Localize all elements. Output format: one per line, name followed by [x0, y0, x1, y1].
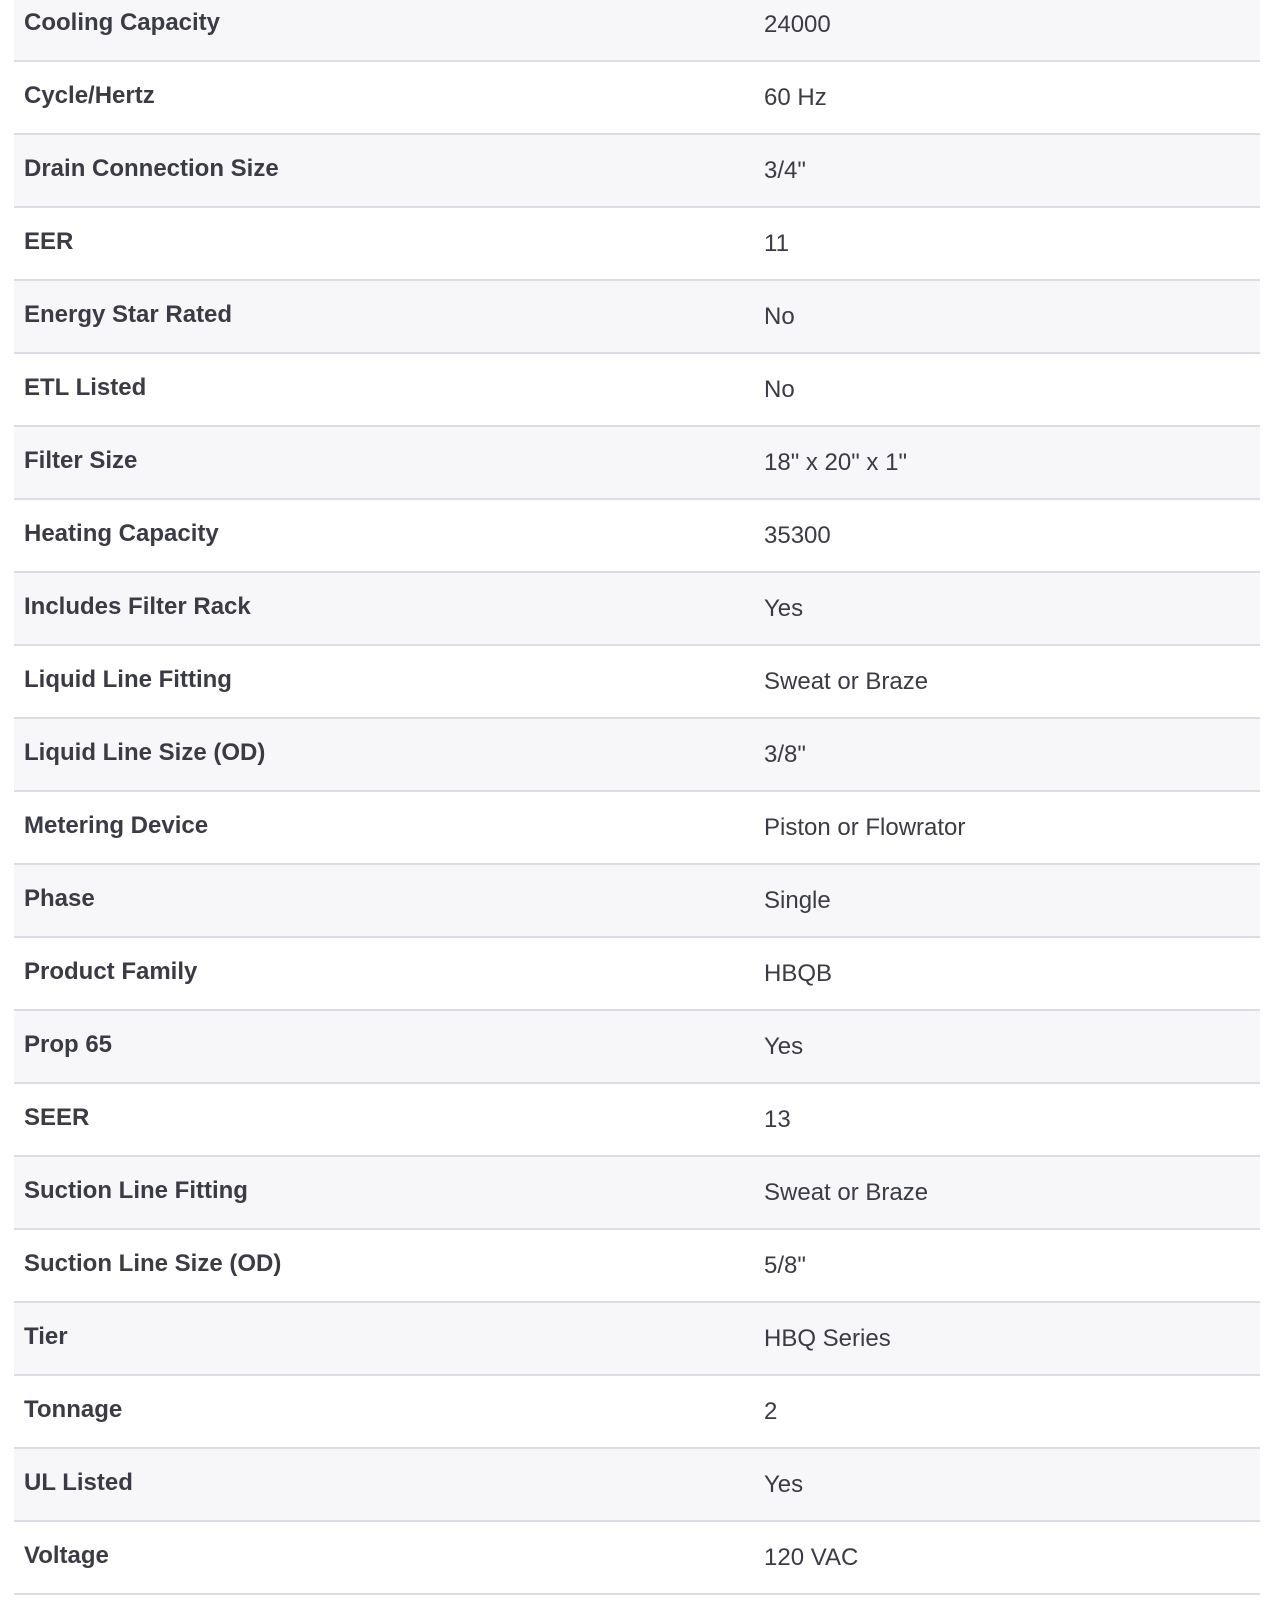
spec-name: Phase [24, 885, 95, 912]
spec-name: Cycle/Hertz [24, 82, 155, 109]
spec-row-phase [14, 865, 1260, 938]
spec-value: 3/4" [764, 157, 806, 184]
spec-row-voltage [14, 1522, 1260, 1595]
spec-value: 13 [764, 1106, 791, 1133]
spec-value: 11 [764, 230, 789, 257]
spec-value: 2 [764, 1398, 778, 1425]
spec-row-product-family [14, 938, 1260, 1011]
spec-name: Includes Filter Rack [24, 593, 251, 620]
spec-name: EER [24, 228, 74, 255]
spec-row-etl-listed [14, 354, 1260, 427]
spec-value: 5/8" [764, 1252, 806, 1279]
spec-value: 3/8" [764, 741, 806, 768]
spec-row-ul-listed [14, 1449, 1260, 1522]
spec-name: Metering Device [24, 812, 209, 839]
spec-value: 60 Hz [764, 84, 827, 111]
spec-row-heating-capacity [14, 500, 1260, 573]
spec-value: Piston or Flowrator [764, 814, 966, 841]
spec-name: Drain Connection Size [24, 155, 279, 182]
spec-value: Yes [764, 1471, 804, 1498]
spec-name: Prop 65 [24, 1031, 113, 1058]
spec-value: 120 VAC [764, 1544, 859, 1571]
spec-name: Heating Capacity [24, 520, 219, 547]
spec-row-tier [14, 1303, 1260, 1376]
spec-row-liquid-line-size [14, 719, 1260, 792]
spec-name: Voltage [24, 1542, 109, 1569]
spec-row-metering-device [14, 792, 1260, 865]
spec-value: 24000 [764, 11, 831, 38]
spec-row-tonnage [14, 1376, 1260, 1449]
spec-row-seer [14, 1084, 1260, 1157]
spec-name: ETL Listed [24, 374, 147, 401]
spec-row-filter-size [14, 427, 1260, 500]
spec-value: HBQ Series [764, 1325, 891, 1352]
spec-value: Sweat or Braze [764, 668, 929, 695]
spec-value: Yes [764, 1033, 804, 1060]
spec-row-includes-filter-rack [14, 573, 1260, 646]
spec-value: No [764, 376, 795, 403]
spec-name: SEER [24, 1104, 90, 1131]
spec-value: HBQB [764, 960, 833, 987]
spec-value: No [764, 303, 795, 330]
spec-row-suction-line-fitting [14, 1157, 1260, 1230]
specifications-table [14, 0, 1260, 1595]
spec-row-cycle-hertz [14, 62, 1260, 135]
spec-row-drain-connection-size [14, 135, 1260, 208]
spec-value: 35300 [764, 522, 831, 549]
spec-name: Suction Line Fitting [24, 1177, 248, 1204]
spec-row-energy-star-rated [14, 281, 1260, 354]
spec-row-prop-65 [14, 1011, 1260, 1084]
spec-name: Liquid Line Fitting [24, 666, 232, 693]
spec-name: Product Family [24, 958, 198, 985]
spec-name: Tier [24, 1323, 68, 1350]
spec-name: Liquid Line Size (OD) [24, 739, 266, 766]
spec-name: Tonnage [24, 1396, 123, 1423]
spec-name: Suction Line Size (OD) [24, 1250, 282, 1277]
spec-name: UL Listed [24, 1469, 133, 1496]
spec-name: Cooling Capacity [24, 9, 221, 36]
spec-value: Yes [764, 595, 804, 622]
spec-row-eer [14, 208, 1260, 281]
spec-row-liquid-line-fitting [14, 646, 1260, 719]
spec-name: Energy Star Rated [24, 301, 233, 328]
spec-row-cooling-capacity [14, 0, 1260, 62]
spec-row-suction-line-size [14, 1230, 1260, 1303]
spec-name: Filter Size [24, 447, 138, 474]
spec-value: Single [764, 887, 831, 914]
spec-value: 18" x 20" x 1" [764, 449, 907, 476]
spec-value: Sweat or Braze [764, 1179, 929, 1206]
